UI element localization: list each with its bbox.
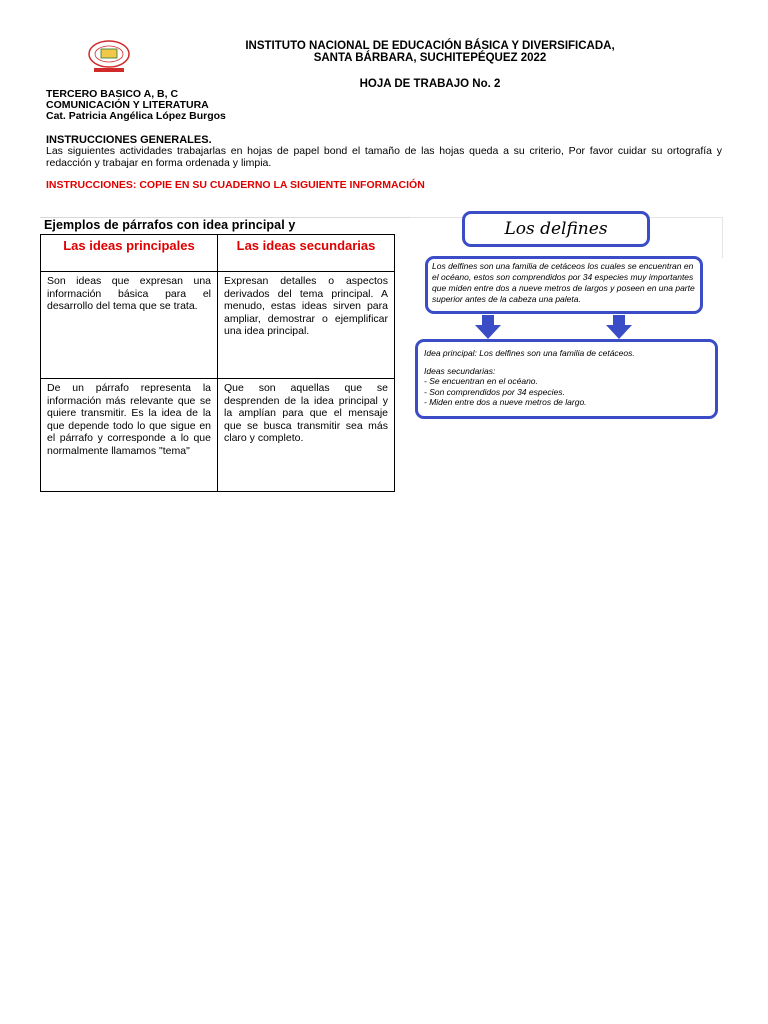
instructions-title: INSTRUCCIONES GENERALES. [46,134,212,146]
diagram-title: Los delfines [462,211,650,247]
table-row [41,272,395,379]
table-cell: De un párrafo representa la información más relevante que se quiere transmitir. Es la idea de la que depende todo lo que sigue en el párrafo y corresponde a lo que normalmente llamamos "tema" [41,379,218,492]
secondary-ideas-title: Ideas secundarias: [424,365,496,376]
header-main-ideas: Las ideas principales [41,235,218,272]
arrow-down-icon [475,315,501,339]
arrow-down-icon [606,315,632,339]
table-cell: Que son aquellas que se desprenden de la idea principal y la amplían para que el mensaje que se busca transmitir sea más claro y completo. [218,379,395,492]
table-row [41,379,395,492]
school-name-line1: INSTITUTO NACIONAL DE EDUCACIÓN BÁSICA Y DIVERSIFICADA, [245,40,615,52]
subject-line: COMUNICACIÓN Y LITERATURA [46,99,209,111]
secondary-idea: - Miden entre dos a nueve metros de largo. [424,397,587,407]
table-caption: Ejemplos de párrafos con idea principal y [40,217,410,233]
instructions-body: Las siguientes actividades trabajarlas en hojas de papel bond el tamaño de las hojas queda a su criterio, Por favor cuidar su ortografía y redacción y trabajar en forma ordenada y limpia. [46,145,722,169]
main-idea: Idea principal: Los delfines son una familia de cetáceos. [424,348,635,358]
secondary-idea: - Se encuentran en el océano. [424,376,538,386]
worksheet-title: HOJA DE TRABAJO No. 2 [359,78,501,90]
teacher-line: Cat. Patricia Angélica López Burgos [46,110,226,122]
copy-instruction: INSTRUCCIONES: COPIE EN SU CUADERNO LA SIGUIENTE INFORMACIÓN [46,179,425,191]
school-seal-icon [86,38,132,74]
grade-line: TERCERO BASICO A, B, C [46,88,179,100]
header-secondary-ideas: Las ideas secundarias [218,235,395,272]
table-cell: Son ideas que expresan una información básica para el desarrollo del tema que se trata. [41,272,218,379]
table-cell: Expresan detalles o aspectos derivados del tema principal. A menudo, estas ideas sirven para ampliar, demostrar o ejemplificar una idea principal. [218,272,395,379]
school-name-line2: SANTA BÁRBARA, SUCHITEPÉQUEZ 2022 [313,52,547,64]
diagram-paragraph: Los delfines son una familia de cetáceos los cuales se encuentran en el océano, estos son comprendidos por 34 especies muy importantes que miden entre dos a nueve metros de largos y poseen en una parte superior antes de la cabeza una paleta. [425,256,703,314]
secondary-idea: - Son comprendidos por 34 especies. [424,386,565,397]
ideas-table [40,234,395,492]
ideas-result-box [415,339,718,419]
